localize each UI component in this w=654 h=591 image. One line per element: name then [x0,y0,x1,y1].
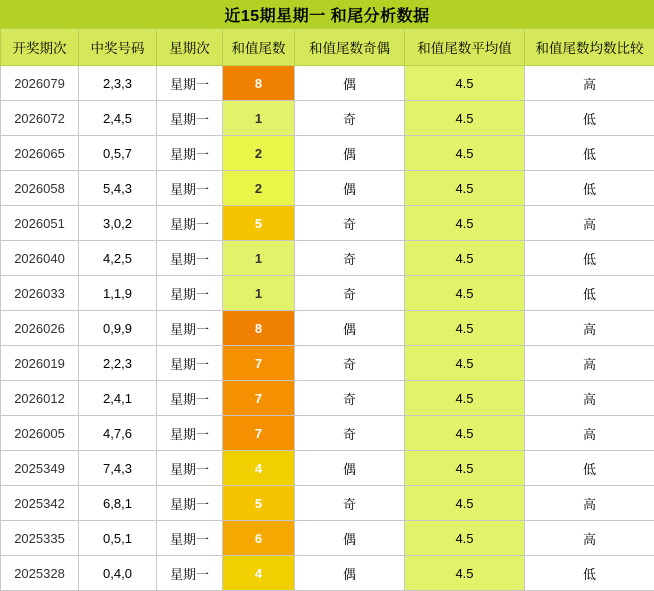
cell-issue: 2026005 [1,416,79,451]
cell-average: 4.5 [405,381,525,416]
cell-compare: 低 [525,171,654,206]
cell-issue: 2026012 [1,381,79,416]
cell-parity: 奇 [295,486,405,521]
cell-weekday: 星期一 [157,241,223,276]
cell-weekday: 星期一 [157,346,223,381]
cell-compare: 低 [525,241,654,276]
cell-average: 4.5 [405,521,525,556]
cell-compare: 高 [525,346,654,381]
table-row [1,451,654,486]
cell-parity: 偶 [295,556,405,591]
column-header-compare: 和值尾数均数比较 [525,29,654,66]
cell-weekday: 星期一 [157,171,223,206]
cell-tail: 4 [223,556,295,591]
cell-tail: 1 [223,241,295,276]
table-row [1,66,654,101]
cell-weekday: 星期一 [157,451,223,486]
cell-tail: 2 [223,136,295,171]
cell-tail: 1 [223,276,295,311]
cell-weekday: 星期一 [157,206,223,241]
cell-numbers: 3,0,2 [79,206,157,241]
table-header-row [1,29,654,66]
cell-parity: 奇 [295,101,405,136]
table-row [1,206,654,241]
cell-parity: 奇 [295,276,405,311]
cell-parity: 奇 [295,346,405,381]
tail-analysis-table [0,28,654,591]
cell-tail: 2 [223,171,295,206]
cell-compare: 低 [525,556,654,591]
column-header-issue: 开奖期次 [1,29,79,66]
cell-numbers: 1,1,9 [79,276,157,311]
cell-issue: 2026033 [1,276,79,311]
cell-tail: 4 [223,451,295,486]
page-title [0,0,654,28]
cell-average: 4.5 [405,486,525,521]
cell-parity: 偶 [295,521,405,556]
cell-issue: 2025349 [1,451,79,486]
table-row [1,346,654,381]
cell-weekday: 星期一 [157,136,223,171]
cell-tail: 7 [223,381,295,416]
cell-numbers: 0,4,0 [79,556,157,591]
cell-average: 4.5 [405,241,525,276]
cell-weekday: 星期一 [157,486,223,521]
cell-compare: 高 [525,486,654,521]
cell-numbers: 2,3,3 [79,66,157,101]
cell-numbers: 4,2,5 [79,241,157,276]
table-row [1,521,654,556]
cell-issue: 2026058 [1,171,79,206]
cell-parity: 奇 [295,416,405,451]
cell-parity: 偶 [295,311,405,346]
table-row [1,556,654,591]
cell-tail: 7 [223,346,295,381]
table-row [1,381,654,416]
cell-compare: 低 [525,101,654,136]
cell-issue: 2026072 [1,101,79,136]
table-row [1,311,654,346]
cell-issue: 2026026 [1,311,79,346]
cell-compare: 高 [525,381,654,416]
cell-average: 4.5 [405,416,525,451]
column-header-weekday: 星期次 [157,29,223,66]
table-row [1,101,654,136]
cell-issue: 2026019 [1,346,79,381]
cell-average: 4.5 [405,451,525,486]
cell-weekday: 星期一 [157,556,223,591]
cell-compare: 高 [525,521,654,556]
cell-issue: 2025335 [1,521,79,556]
cell-issue: 2026051 [1,206,79,241]
cell-numbers: 0,9,9 [79,311,157,346]
cell-weekday: 星期一 [157,416,223,451]
cell-compare: 高 [525,416,654,451]
cell-average: 4.5 [405,171,525,206]
cell-numbers: 0,5,1 [79,521,157,556]
cell-tail: 5 [223,486,295,521]
column-header-average: 和值尾数平均值 [405,29,525,66]
cell-parity: 偶 [295,451,405,486]
cell-weekday: 星期一 [157,276,223,311]
cell-tail: 8 [223,66,295,101]
cell-tail: 5 [223,206,295,241]
page-title-text: 近15期星期一 和尾分析数据 [224,3,429,26]
cell-numbers: 2,2,3 [79,346,157,381]
cell-tail: 7 [223,416,295,451]
cell-compare: 高 [525,206,654,241]
cell-average: 4.5 [405,276,525,311]
table-row [1,486,654,521]
table-row [1,416,654,451]
cell-compare: 低 [525,451,654,486]
cell-issue: 2026065 [1,136,79,171]
cell-weekday: 星期一 [157,101,223,136]
cell-weekday: 星期一 [157,381,223,416]
cell-parity: 奇 [295,381,405,416]
cell-parity: 偶 [295,66,405,101]
table-body [1,66,654,591]
cell-numbers: 2,4,1 [79,381,157,416]
cell-parity: 偶 [295,136,405,171]
cell-weekday: 星期一 [157,521,223,556]
cell-average: 4.5 [405,311,525,346]
cell-average: 4.5 [405,66,525,101]
cell-issue: 2026040 [1,241,79,276]
cell-average: 4.5 [405,346,525,381]
cell-average: 4.5 [405,556,525,591]
cell-tail: 6 [223,521,295,556]
column-header-tail: 和值尾数 [223,29,295,66]
cell-weekday: 星期一 [157,66,223,101]
cell-parity: 奇 [295,241,405,276]
cell-average: 4.5 [405,101,525,136]
cell-compare: 低 [525,276,654,311]
table-row [1,276,654,311]
table-row [1,171,654,206]
cell-tail: 1 [223,101,295,136]
cell-parity: 偶 [295,171,405,206]
table-row [1,136,654,171]
cell-compare: 低 [525,136,654,171]
cell-weekday: 星期一 [157,311,223,346]
cell-numbers: 7,4,3 [79,451,157,486]
cell-average: 4.5 [405,206,525,241]
cell-parity: 奇 [295,206,405,241]
cell-numbers: 5,4,3 [79,171,157,206]
cell-numbers: 0,5,7 [79,136,157,171]
column-header-parity: 和值尾数奇偶 [295,29,405,66]
cell-issue: 2025342 [1,486,79,521]
cell-issue: 2026079 [1,66,79,101]
column-header-numbers: 中奖号码 [79,29,157,66]
cell-numbers: 2,4,5 [79,101,157,136]
cell-issue: 2025328 [1,556,79,591]
table-row [1,241,654,276]
cell-tail: 8 [223,311,295,346]
cell-compare: 高 [525,66,654,101]
cell-numbers: 4,7,6 [79,416,157,451]
cell-numbers: 6,8,1 [79,486,157,521]
cell-average: 4.5 [405,136,525,171]
cell-compare: 高 [525,311,654,346]
